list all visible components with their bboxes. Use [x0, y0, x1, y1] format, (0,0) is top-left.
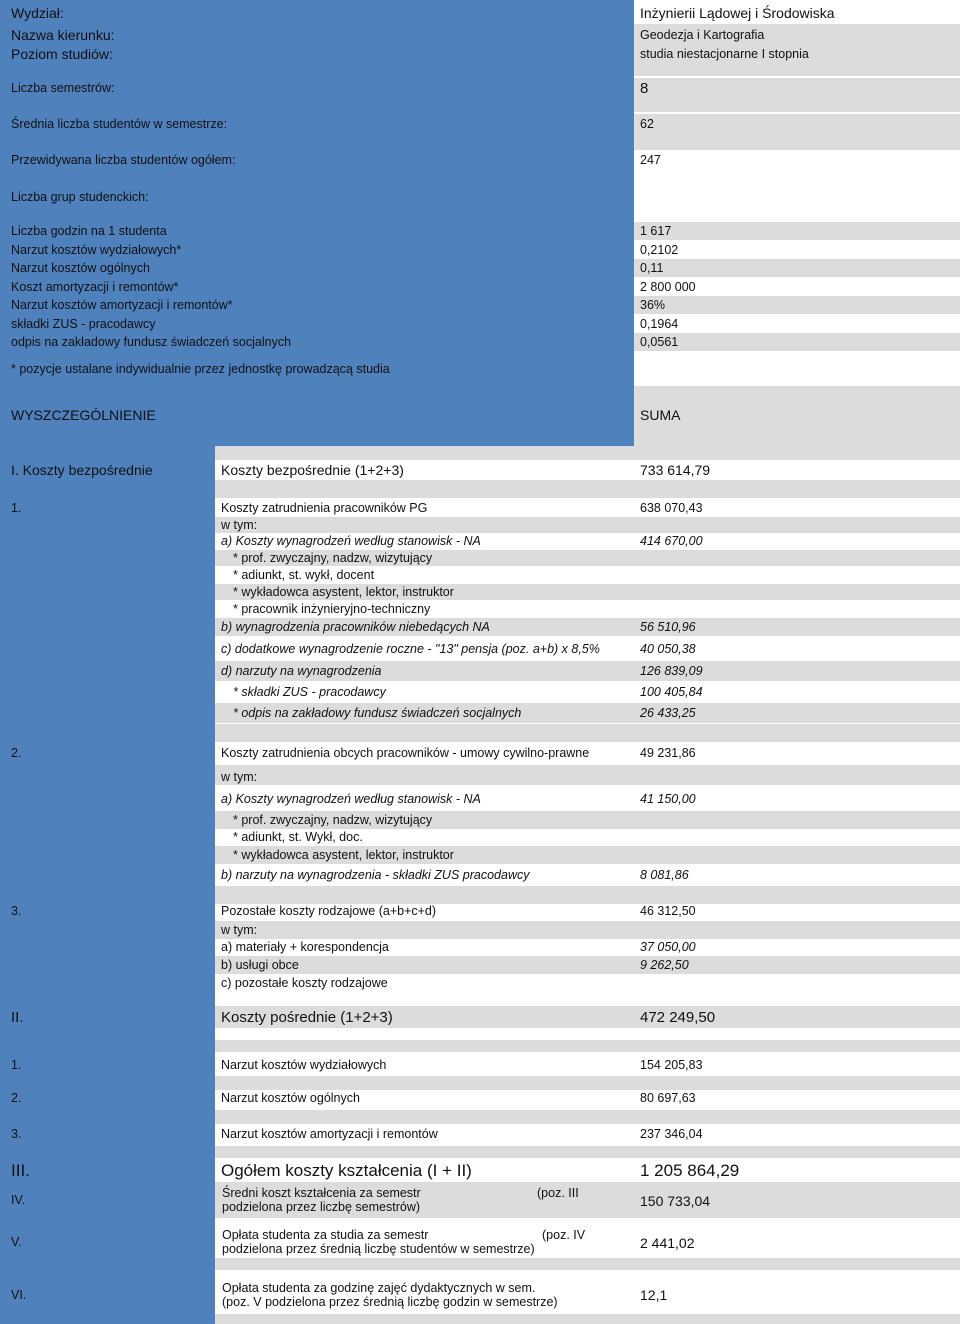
section1-item2-a2: * adiunkt, st. Wykł, doc. [233, 829, 363, 844]
spec-header: WYSZCZEGÓLNIENIE [11, 406, 156, 423]
faculty-label: Wydział: [11, 4, 64, 21]
section1-item1-a4: * pracownik inżynieryjno-techniczny [233, 601, 431, 616]
section3-number: III. [11, 1160, 30, 1180]
avg-students-label: Średnia liczba studentów w semestrze: [11, 116, 228, 131]
section6-title-line2: (poz. V podzielona przez średnią liczbę godzin w semestrze) [222, 1295, 558, 1309]
section5-title-line1: Opłata studenta za studia za semestr [222, 1228, 429, 1242]
section5-title-note: (poz. IV [542, 1228, 586, 1242]
section4-title-line1: Średni koszt kształcenia za semestr [222, 1186, 421, 1200]
section4-title-note: (poz. III [537, 1186, 579, 1200]
section1-item1-a1: * prof. zwyczajny, nadzw, wizytujący [233, 550, 433, 565]
depreciation-cost-label: Koszt amortyzacji i remontów* [11, 279, 179, 294]
section1-item1-c: c) dodatkowe wynagrodzenie roczne - "13" pensja (poz. a+b) x 8,5% [221, 641, 600, 656]
sum-header: SUMA [640, 406, 681, 423]
section1-item1-d: d) narzuty na wynagrodzenia [221, 663, 382, 678]
section1-item1-value: 638 070,43 [640, 500, 703, 515]
program-label: Nazwa kierunku: [11, 26, 115, 43]
groups-label: Liczba grup studenckich: [11, 189, 149, 204]
section5-value: 2 441,02 [640, 1234, 695, 1251]
semesters-label: Liczba semestrów: [11, 80, 115, 95]
section1-item2-wtym: w tym: [221, 769, 258, 784]
section2-item3-number: 3. [11, 1126, 22, 1141]
level-value: studia niestacjonarne I stopnia [640, 46, 809, 61]
section1-item1-c-value: 40 050,38 [640, 641, 696, 656]
section2-item2-number: 2. [11, 1090, 22, 1105]
section1-item3-wtym: w tym: [221, 922, 258, 937]
section2-item3-value: 237 346,04 [640, 1126, 703, 1141]
section2-title: Koszty pośrednie (1+2+3) [221, 1008, 393, 1026]
faculty-value: Inżynierii Lądowej i Środowiska [640, 4, 835, 21]
section1-item1-a2: * adiunkt, st. wykł, docent [233, 567, 375, 582]
section1-item1-a-value: 414 670,00 [640, 533, 703, 548]
section1-item2-a-value: 41 150,00 [640, 791, 696, 806]
section2-item2-title: Narzut kosztów ogólnych [221, 1090, 360, 1105]
section2-item1-value: 154 205,83 [640, 1057, 703, 1072]
section4-number: IV. [11, 1192, 26, 1207]
program-value: Geodezja i Kartografia [640, 27, 765, 42]
section1-item3-c: c) pozostałe koszty rodzajowe [221, 975, 388, 990]
section1-title: Koszty bezpośrednie (1+2+3) [221, 461, 404, 478]
section2-value: 472 249,50 [640, 1008, 716, 1026]
social-fund-label: odpis na zakładowy fundusz świadczeń socjalnych [11, 334, 292, 349]
section6-number: VI. [11, 1287, 27, 1302]
section1-item1-d1: * składki ZUS - pracodawcy [233, 684, 386, 699]
section1-item2-value: 49 231,86 [640, 745, 696, 760]
general-overhead-value: 0,11 [640, 260, 664, 275]
section1-item3-a: a) materiały + korespondencja [221, 939, 389, 954]
section2-item1-title: Narzut kosztów wydziałowych [221, 1057, 387, 1072]
zus-value: 0,1964 [640, 316, 679, 331]
section2-number: II. [11, 1008, 24, 1026]
section2-item3-title: Narzut kosztów amortyzacji i remontów [221, 1126, 438, 1141]
semesters-value: 8 [640, 79, 649, 97]
section1-item2-a: a) Koszty wynagrodzeń według stanowisk - NA [221, 791, 481, 806]
section4-value: 150 733,04 [640, 1192, 711, 1209]
footnote: * pozycje ustalane indywidualnie przez jednostkę prowadzącą studia [11, 361, 390, 376]
section4-title-line2: podzielona przez liczbę semestrów) [222, 1200, 421, 1214]
section2-item2-value: 80 697,63 [640, 1090, 696, 1105]
section1-item3-b: b) usługi obce [221, 957, 299, 972]
zus-label: składki ZUS - pracodawcy [11, 316, 156, 331]
section6-value: 12,1 [640, 1286, 668, 1303]
section1-item3-a-value: 37 050,00 [640, 939, 696, 954]
section1-item3-number: 3. [11, 903, 22, 918]
faculty-overhead-label: Narzut kosztów wydziałowych* [11, 242, 182, 257]
level-label: Poziom studiów: [11, 45, 113, 62]
section1-item2-a3: * wykładowca asystent, lektor, instruktor [233, 847, 454, 862]
section1-item1-d2: * odpis na zakładowy fundusz świadczeń socjalnych [233, 705, 522, 720]
section1-item1-d-value: 126 839,09 [640, 663, 703, 678]
section1-value: 733 614,79 [640, 461, 711, 478]
section1-item2-b: b) narzuty na wynagrodzenia - składki ZUS pracodawcy [221, 867, 530, 882]
section1-item1-b: b) wynagrodzenia pracowników niebedących NA [221, 619, 490, 634]
total-students-label: Przewidywana liczba studentów ogółem: [11, 152, 236, 167]
depreciation-overhead-label: Narzut kosztów amortyzacji i remontów* [11, 297, 233, 312]
hours-label: Liczba godzin na 1 studenta [11, 223, 167, 238]
section1-item2-number: 2. [11, 745, 22, 760]
section1-item1-b-value: 56 510,96 [640, 619, 696, 634]
section1-item2-b-value: 8 081,86 [640, 867, 689, 882]
avg-students-value: 62 [640, 116, 654, 131]
section3-value: 1 205 864,29 [640, 1160, 740, 1180]
section1-item1-wtym: w tym: [221, 517, 258, 532]
section1-item3-title: Pozostałe koszty rodzajowe (a+b+c+d) [221, 903, 437, 918]
section5-number: V. [11, 1234, 22, 1249]
section1-item1-number: 1. [11, 500, 22, 515]
section1-item2-title: Koszty zatrudnienia obcych pracowników - umowy cywilno-prawne [221, 745, 590, 760]
section5-title-line2: podzielona przez średnią liczbę studentów w semestrze) [222, 1242, 535, 1256]
depreciation-cost-value: 2 800 000 [640, 279, 696, 294]
section1-item1-a: a) Koszty wynagrodzeń według stanowisk - NA [221, 533, 481, 548]
hours-value: 1 617 [640, 223, 672, 238]
section1-item2-a1: * prof. zwyczajny, nadzw, wizytujący [233, 812, 433, 827]
section1-item1-title: Koszty zatrudnienia pracowników PG [221, 500, 428, 515]
faculty-overhead-value: 0,2102 [640, 242, 679, 257]
section1-number: I. Koszty bezpośrednie [11, 461, 153, 478]
social-fund-value: 0,0561 [640, 334, 679, 349]
section6-title-line1: Opłata studenta za godzinę zajęć dydaktycznych w sem. [222, 1281, 536, 1295]
section1-item1-a3: * wykładowca asystent, lektor, instruktor [233, 584, 454, 599]
section1-item3-value: 46 312,50 [640, 903, 696, 918]
total-students-value: 247 [640, 152, 661, 167]
section2-item1-number: 1. [11, 1057, 22, 1072]
section1-item1-d1-value: 100 405,84 [640, 684, 703, 699]
section3-title: Ogółem koszty kształcenia (I + II) [221, 1160, 472, 1180]
depreciation-overhead-value: 36% [640, 297, 666, 312]
section1-item1-d2-value: 26 433,25 [640, 705, 696, 720]
general-overhead-label: Narzut kosztów ogólnych [11, 260, 150, 275]
section1-item3-b-value: 9 262,50 [640, 957, 689, 972]
